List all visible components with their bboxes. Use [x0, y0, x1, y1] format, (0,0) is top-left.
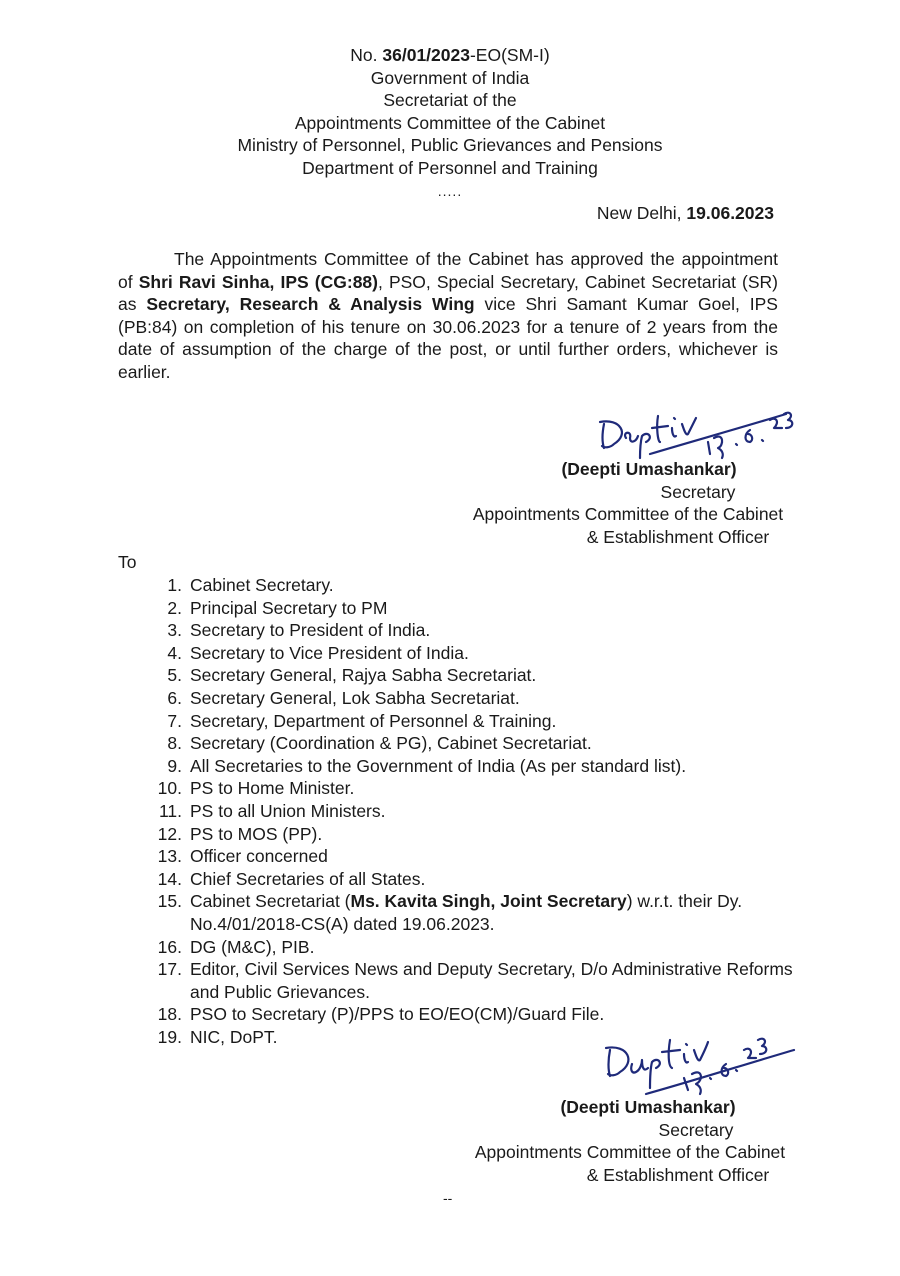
handwritten-signature-1	[590, 398, 800, 462]
list-item	[142, 619, 802, 642]
item-text: Principal Secretary to PM	[190, 597, 388, 618]
header-line-5: Department of Personnel and Training	[302, 157, 598, 178]
item-text: PS to MOS (PP).	[190, 823, 323, 844]
item-text: DG (M&C), PIB.	[190, 936, 315, 957]
list-item	[142, 755, 802, 778]
list-item	[142, 845, 802, 868]
item-number: 15.	[157, 891, 182, 912]
signatory-title: Secretary	[660, 481, 736, 502]
item-text: Secretary General, Rajya Sabha Secretariat.	[190, 665, 537, 686]
item-number: 1.	[167, 575, 182, 595]
item-number: 7.	[167, 710, 182, 731]
list-item	[142, 777, 802, 800]
separator-dots: .....	[437, 183, 463, 199]
list-item	[142, 597, 802, 620]
list-item	[142, 664, 802, 687]
header-line-4: Ministry of Personnel, Public Grievances and Pensions	[237, 135, 663, 155]
item-text: Cabinet Secretary.	[190, 575, 334, 595]
signatory-name: (Deepti Umashankar)	[560, 1097, 736, 1117]
list-item	[142, 800, 802, 823]
list-item	[142, 868, 802, 891]
item-number: 2.	[167, 597, 182, 618]
signatory-role: & Establishment Officer	[586, 1164, 770, 1185]
header-line-3: Appointments Committee of the Cabinet	[294, 112, 606, 133]
ref-prefix: No.	[350, 45, 383, 65]
item-text: All Secretaries to the Government of India (As per standard list).	[190, 755, 687, 776]
end-mark: --	[443, 1190, 453, 1206]
signatory-name: (Deepti Umashankar)	[561, 459, 737, 479]
recipient-list	[142, 574, 802, 1048]
item-text: Secretary (Coordination & PG), Cabinet Secretariat.	[190, 733, 592, 754]
signatory-org: Appointments Committee of the Cabinet	[472, 504, 784, 525]
item-number: 19.	[157, 1026, 182, 1047]
item-text-part: ) w.r.t. their Dy. No.4/01/2018-CS(A) dated 19.06.2023.	[190, 891, 743, 934]
item-number: 12.	[157, 823, 182, 844]
list-item	[142, 823, 802, 846]
list-item	[142, 936, 802, 959]
item-text	[190, 890, 802, 935]
item-number: 5.	[167, 665, 182, 686]
list-item	[142, 732, 802, 755]
item-text: Secretary, Department of Personnel & Training.	[190, 710, 557, 731]
item-number: 13.	[157, 846, 182, 867]
signatory-block-1	[428, 458, 828, 548]
list-item	[142, 574, 802, 597]
place: New Delhi,	[596, 203, 687, 223]
item-number: 4.	[167, 642, 182, 663]
signatory-block-2	[428, 1096, 828, 1186]
item-number: 17.	[157, 959, 182, 980]
list-item	[142, 958, 802, 1003]
handwritten-signature-2	[596, 1028, 806, 1098]
dateline	[597, 203, 774, 224]
list-item	[142, 1003, 802, 1026]
item-number: 6.	[167, 687, 182, 708]
body-text-1: The Appointments Committee of the Cabinet has approved the appointment of	[118, 249, 778, 292]
item-number: 11.	[158, 800, 182, 821]
item-number: 14.	[157, 868, 182, 889]
date: 19.06.2023	[686, 203, 774, 223]
list-item	[142, 890, 802, 935]
appointee-name: Shri Ravi Sinha, IPS (CG:88)	[138, 271, 378, 292]
item-number: 8.	[167, 733, 182, 754]
body-text-3: vice Shri Samant Kumar Goel, IPS (PB:84) on completion of his tenure on 30.06.2023 for a tenure of 2 years from the date of assumption of the charge of the post, or until further orders, whichever is earlier.	[118, 294, 778, 382]
letter-header	[0, 44, 900, 179]
signatory-role: & Establishment Officer	[586, 526, 770, 547]
item-text: Chief Secretaries of all States.	[190, 868, 426, 889]
item-number: 16.	[157, 936, 182, 957]
header-line-2: Secretariat of the	[383, 90, 517, 110]
item-text: PSO to Secretary (P)/PPS to EO/EO(CM)/Guard File.	[190, 1004, 605, 1025]
signatory-org: Appointments Committee of the Cabinet	[474, 1142, 786, 1163]
ref-number-bold: 36/01/2023	[382, 45, 470, 65]
item-text: NIC, DoPT.	[190, 1026, 278, 1047]
item-text-bold: Ms. Kavita Singh, Joint Secretary	[350, 891, 627, 912]
body-text-2: , PSO, Special Secretary, Cabinet Secretariat (SR) as	[118, 271, 778, 315]
item-number: 9.	[167, 755, 182, 776]
signatory-title: Secretary	[658, 1119, 734, 1140]
item-number: 18.	[157, 1004, 182, 1025]
item-text: Officer concerned	[190, 846, 328, 867]
list-item	[142, 687, 802, 710]
list-item	[142, 710, 802, 733]
item-text-part: Cabinet Secretariat (	[190, 891, 351, 912]
item-text: Secretary to President of India.	[190, 620, 431, 641]
item-text: Secretary to Vice President of India.	[190, 642, 469, 663]
body-paragraph	[118, 248, 778, 384]
item-number: 10.	[157, 778, 182, 799]
item-text: Secretary General, Lok Sabha Secretariat.	[190, 687, 520, 708]
ref-suffix: -EO(SM-I)	[469, 45, 550, 65]
item-text: PS to all Union Ministers.	[190, 800, 386, 821]
reference-number	[0, 44, 900, 67]
list-item	[142, 642, 802, 665]
header-line-1: Government of India	[370, 67, 530, 88]
item-text: PS to Home Minister.	[190, 778, 355, 799]
appointed-post: Secretary, Research & Analysis Wing	[146, 294, 475, 315]
to-label: To	[118, 552, 137, 572]
item-text: Editor, Civil Services News and Deputy Secretary, D/o Administrative Reforms and Public Grievances.	[190, 959, 793, 1002]
item-number: 3.	[167, 620, 182, 641]
